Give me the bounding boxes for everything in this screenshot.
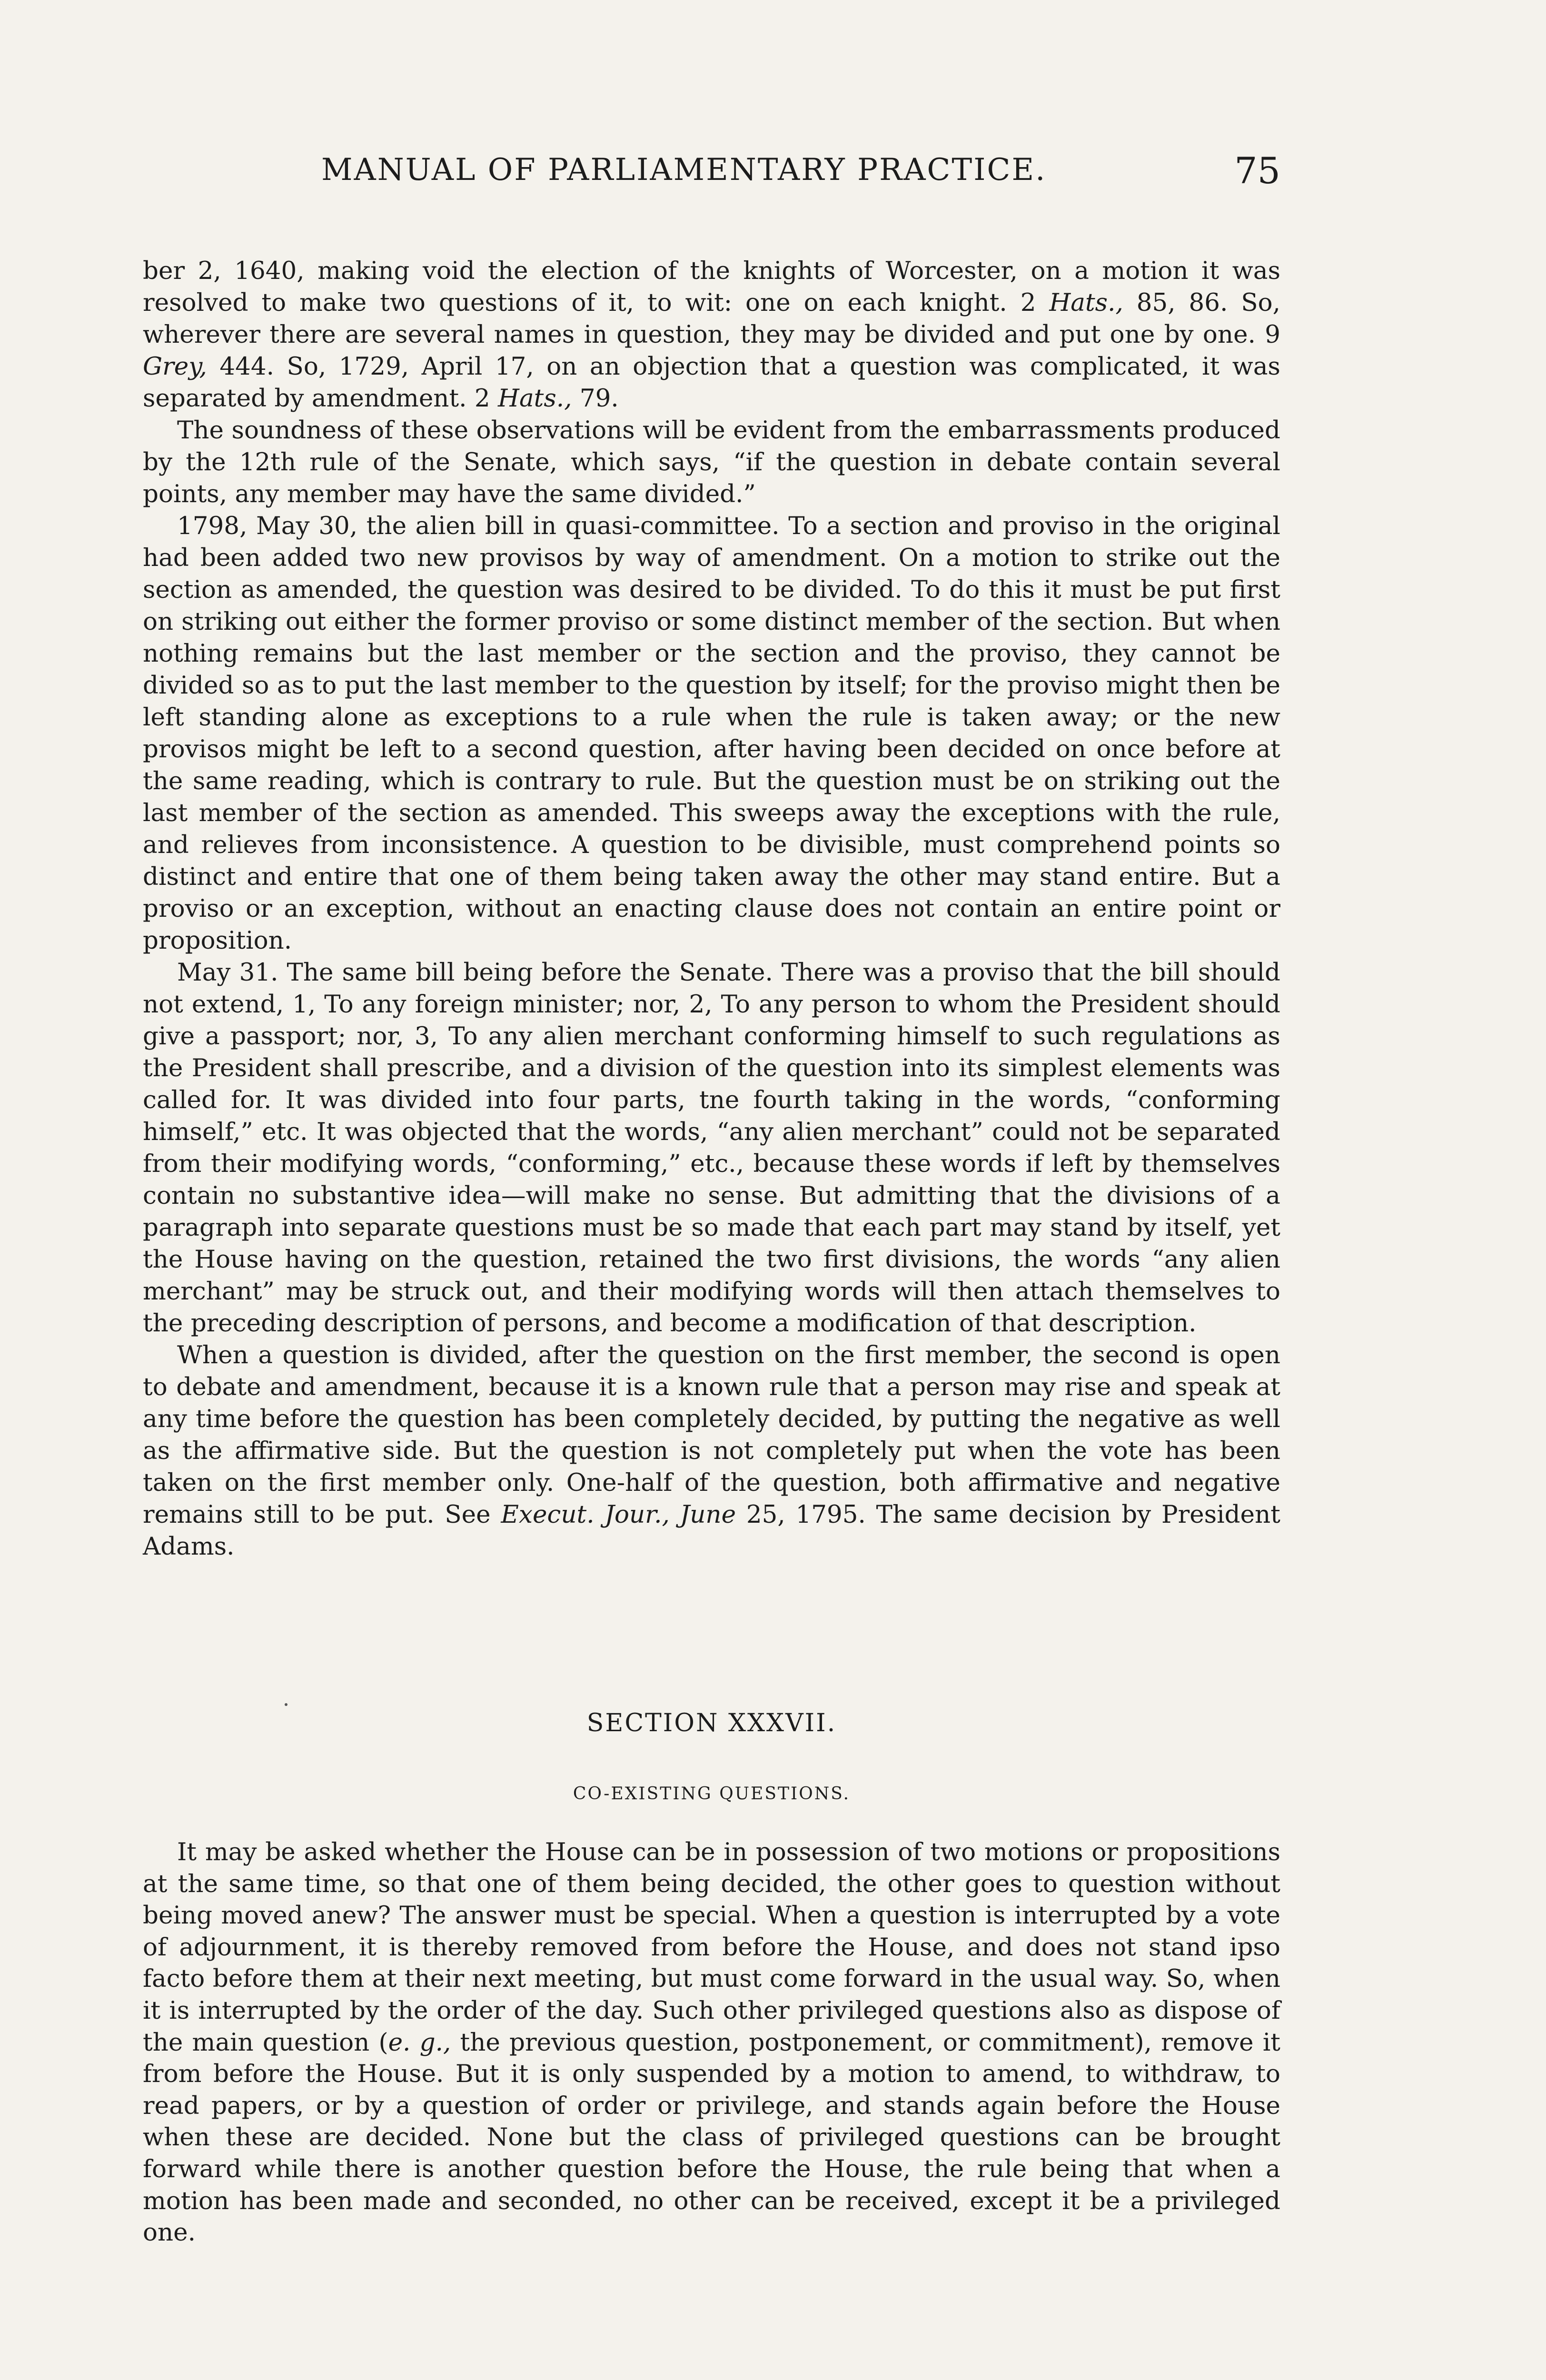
citation: Grey, [143,352,207,381]
section-subtitle: CO-EXISTING QUESTIONS. [573,1784,851,1804]
text-run: 444. So, 1729, April 17, on an objection that a question was complicated, it was separated by amendment. 2 [143,352,1280,413]
ink-speck [285,1703,287,1706]
paragraph: The soundness of these observations will be evident from the embarrassments produced by the 12th rule of the Senate, which says, “if the question in debate contain several points, any member may have the same divided.” [143,416,1280,508]
paragraph-continued [143,255,1280,415]
text-run: the previous question, postponement, or commitment), remove it from before the House. But it is only suspended by a motion to amend, to withdraw, to read papers, or by a question of order or privilege, and stands again before the House when these are decided. None but the class of privileged questions can be brought forward while there is another question before the House, the rule being that when a motion has been made and seconded, no other can be received, except it be a privileged one. [143,2028,1281,2247]
section-text [143,1836,1280,2249]
page-header [143,149,1280,205]
text-run: When a question is divided, after the question on the first member, the second is open to debate and amendment, because it is a known rule that a person may rise and speak at any time before the question has been completely decided, by putting the negative as well as the affirmative side. But the question is not completely put when the vote has been taken on the first member only. One-half of the question, both affirmative and negative remains still to be put. See [143,1341,1280,1529]
text-run: It may be asked whether the House can be in possession of two motions or propositions at the same time, so that one of them being decided, the other goes to question without being moved anew? The answer must be special. When a question is interrupted by a vote of adjournment, it is thereby removed from before the House, and does not stand ipso facto before them at their next meeting, but must come forward in the usual way. So, when it is interrupted by the order of the day. Such other privileged questions also as dispose of the main question ( [143,1838,1280,2057]
paragraph [143,1836,1280,2249]
paragraph: May 31. The same bill being before the Senate. There was a proviso that the bill should not extend, 1, To any foreign minister; nor, 2, To any person to whom the President should give a passport; nor, 3, To any alien merchant conforming himself to such regulations as the President shall prescribe, and a division of the question into its simplest elements was called for. It was divided into four parts, tne fourth taking in the words, “conforming himself,” etc. It was objected that the words, “any alien merchant” could not be separated from their modifying words, “conforming,” etc., because these words if left by themselves contain no substantive idea—will make no sense. But admitting that the divisions of a paragraph into separate questions must be so made that each part may stand by itself, yet the House having on the question, retained the two first divisions, the words “any alien merchant” may be struck out, and their modifying words will then attach themselves to the preceding description of persons, and become a modification of that description. [143,958,1280,1338]
text-run: 25, 1795. The same decision by President Adams. [143,1500,1280,1561]
paragraph [143,1339,1280,1563]
running-title: MANUAL OF PARLIAMENTARY PRACTICE. [321,152,1047,188]
text-run: 85, 86. So, wherever there are several names in question, they may be divided and put one by one. 9 [143,288,1280,349]
paragraph: 1798, May 30, the alien bill in quasi-committee. To a section and proviso in the original had been added two new provisos by way of amendment. On a motion to strike out the section as amended, the question was desired to be divided. To do this it must be put first on striking out either the former proviso or some distinct member of the section. But when nothing remains but the last member or the section and the proviso, they cannot be divided so as to put the last member to the question by itself; for the proviso might then be left standing alone as exceptions to a rule when the rule is taken away; or the new provisos might be left to a second question, after having been decided on once before at the same reading, which is contrary to rule. But the question must be on striking out the last member of the section as amended. This sweeps away the exceptions with the rule, and relieves from inconsistence. A question to be divisible, must comprehend points so distinct and entire that one of them being taken away the other may stand entire. But a proviso or an exception, without an enacting clause does not contain an entire point or proposition. [143,512,1280,955]
text-run: ber 2, 1640, making void the election of the knights of Worcester, on a motion it was resolved to make two questions of it, to wit: one on each knight. 2 [143,257,1280,317]
page-number: 75 [1234,149,1280,192]
citation: Hats., [498,384,572,413]
body-text [143,255,1280,1563]
citation: Hats., [1049,288,1123,317]
abbreviation: e. g., [388,2028,451,2057]
text-run: 79. [572,384,619,413]
citation: Execut. Jour., June [501,1500,736,1529]
section-title: SECTION XXXVII. [586,1709,837,1737]
